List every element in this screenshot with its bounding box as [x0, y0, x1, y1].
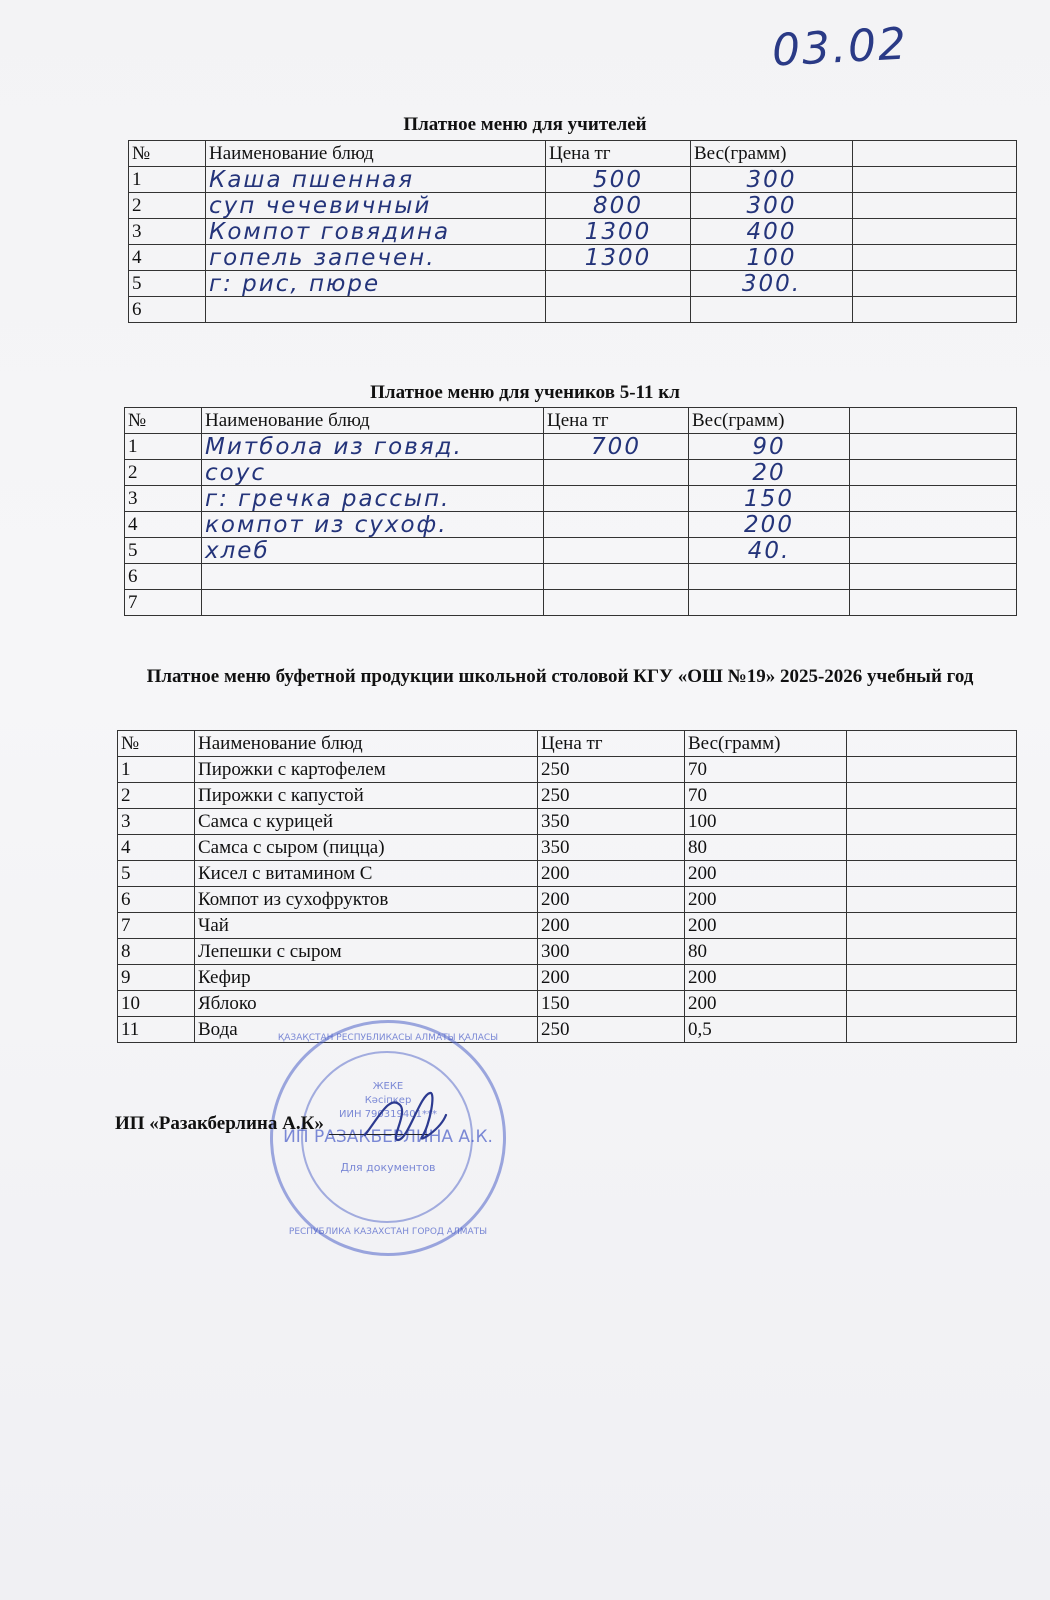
- table-cell: 200: [685, 887, 847, 913]
- table-cell: 10: [118, 991, 195, 1017]
- table-cell: 1300: [546, 245, 691, 271]
- column-header: Вес(грамм): [685, 731, 847, 757]
- column-header: №: [125, 408, 202, 434]
- stamp-name: ИП РАЗАКБЕРЛИНА А.К.: [283, 1127, 493, 1147]
- table-cell: 80: [685, 835, 847, 861]
- table-row: [129, 245, 1017, 271]
- handwritten-date: 03.02: [770, 18, 910, 77]
- table-cell: [847, 913, 1017, 939]
- table-row: [118, 1017, 1017, 1043]
- table-cell: [689, 590, 850, 616]
- table-cell: Вода: [195, 1017, 538, 1043]
- table-cell: Пирожки с капустой: [195, 783, 538, 809]
- table-cell: 3: [125, 486, 202, 512]
- table-cell: 200: [538, 861, 685, 887]
- teachers-menu-title: Платное меню для учителей: [403, 114, 647, 135]
- table-row: [129, 219, 1017, 245]
- table-cell: 250: [538, 757, 685, 783]
- column-header: [847, 731, 1017, 757]
- column-header: Цена тг: [546, 141, 691, 167]
- table-row: [129, 271, 1017, 297]
- table-cell: 350: [538, 835, 685, 861]
- table-row: [125, 538, 1017, 564]
- table-cell: 250: [538, 783, 685, 809]
- table-cell: 200: [685, 913, 847, 939]
- table-cell: 3: [118, 809, 195, 835]
- table-cell: 200: [689, 512, 850, 538]
- table-cell: 350: [538, 809, 685, 835]
- table-cell: Самса с курицей: [195, 809, 538, 835]
- table-cell: [850, 460, 1017, 486]
- teachers-menu-table: [128, 140, 1017, 323]
- table-row: [118, 809, 1017, 835]
- stamp-ring-top-text: ҚАЗАҚСТАН РЕСПУБЛИКАСЫ АЛМАТЫ ҚАЛАСЫ: [277, 1033, 499, 1043]
- table-row: [125, 590, 1017, 616]
- column-header: Наименование блюд: [195, 731, 538, 757]
- students-menu-title: Платное меню для учеников 5-11 кл: [370, 382, 680, 403]
- table-cell: 70: [685, 757, 847, 783]
- table-cell: [853, 219, 1017, 245]
- table-cell: 0,5: [685, 1017, 847, 1043]
- table-cell: [850, 590, 1017, 616]
- table-cell: 200: [538, 913, 685, 939]
- table-cell: 1: [118, 757, 195, 783]
- table-cell: [850, 564, 1017, 590]
- table-cell: суп чечевичный: [206, 193, 546, 219]
- table-cell: 400: [691, 219, 853, 245]
- table-cell: Кисел с витамином С: [195, 861, 538, 887]
- table-row: [118, 887, 1017, 913]
- table-row: [118, 965, 1017, 991]
- column-header: Цена тг: [544, 408, 689, 434]
- table-cell: [853, 245, 1017, 271]
- buffet-menu-table: [117, 730, 1017, 1043]
- table-cell: 200: [685, 965, 847, 991]
- table-cell: [847, 939, 1017, 965]
- table-cell: 8: [118, 939, 195, 965]
- table-cell: 300.: [691, 271, 853, 297]
- column-header: Наименование блюд: [202, 408, 544, 434]
- table-cell: 250: [538, 1017, 685, 1043]
- table-cell: 7: [118, 913, 195, 939]
- table-cell: 4: [118, 835, 195, 861]
- table-row: [125, 434, 1017, 460]
- table-cell: 200: [685, 861, 847, 887]
- column-header: Наименование блюд: [206, 141, 546, 167]
- table-cell: 90: [689, 434, 850, 460]
- table-row: [118, 835, 1017, 861]
- column-header: №: [129, 141, 206, 167]
- table-row: [118, 757, 1017, 783]
- table-cell: г: гречка рассып.: [202, 486, 544, 512]
- table-cell: Чай: [195, 913, 538, 939]
- table-cell: хлеб: [202, 538, 544, 564]
- table-cell: [544, 460, 689, 486]
- table-cell: Каша пшенная: [206, 167, 546, 193]
- stamp-ring-bottom-text: РЕСПУБЛИКА КАЗАХСТАН ГОРОД АЛМАТЫ: [288, 1227, 488, 1237]
- table-cell: [546, 297, 691, 323]
- table-cell: [544, 538, 689, 564]
- table-cell: [847, 835, 1017, 861]
- table-cell: [853, 167, 1017, 193]
- handwritten-signature: [360, 1085, 450, 1155]
- table-row: [125, 460, 1017, 486]
- table-cell: [847, 887, 1017, 913]
- table-cell: 2: [125, 460, 202, 486]
- column-header: Вес(грамм): [689, 408, 850, 434]
- table-cell: [691, 297, 853, 323]
- table-cell: 300: [691, 167, 853, 193]
- table-row: [118, 939, 1017, 965]
- table-cell: 100: [691, 245, 853, 271]
- table-cell: [847, 991, 1017, 1017]
- table-cell: [546, 271, 691, 297]
- table-cell: [847, 757, 1017, 783]
- table-cell: [202, 590, 544, 616]
- table-cell: соус: [202, 460, 544, 486]
- table-cell: 1: [129, 167, 206, 193]
- table-cell: 6: [118, 887, 195, 913]
- table-cell: 7: [125, 590, 202, 616]
- table-cell: [853, 297, 1017, 323]
- table-cell: [544, 486, 689, 512]
- column-header: Вес(грамм): [691, 141, 853, 167]
- table-cell: [853, 193, 1017, 219]
- table-cell: [850, 434, 1017, 460]
- table-cell: 6: [125, 564, 202, 590]
- table-row: [125, 564, 1017, 590]
- table-cell: 2: [129, 193, 206, 219]
- table-cell: 150: [689, 486, 850, 512]
- table-cell: 4: [125, 512, 202, 538]
- table-cell: Компот из сухофруктов: [195, 887, 538, 913]
- table-cell: Митбола из говяд.: [202, 434, 544, 460]
- column-header: Цена тг: [538, 731, 685, 757]
- students-menu-table: [124, 407, 1017, 616]
- table-cell: [850, 512, 1017, 538]
- table-cell: 500: [546, 167, 691, 193]
- table-cell: Пирожки с картофелем: [195, 757, 538, 783]
- table-cell: 200: [538, 887, 685, 913]
- table-cell: 20: [689, 460, 850, 486]
- table-cell: 800: [546, 193, 691, 219]
- table-cell: 6: [129, 297, 206, 323]
- table-row: [129, 167, 1017, 193]
- table-cell: 300: [691, 193, 853, 219]
- column-header: №: [118, 731, 195, 757]
- table-cell: г: рис, пюре: [206, 271, 546, 297]
- table-cell: 3: [129, 219, 206, 245]
- table-cell: 40.: [689, 538, 850, 564]
- table-header-row: [129, 141, 1017, 167]
- table-cell: 700: [544, 434, 689, 460]
- stamp-line-1: ЖЕКЕ: [372, 1081, 404, 1092]
- table-row: [129, 297, 1017, 323]
- table-header-row: [118, 731, 1017, 757]
- table-cell: 4: [129, 245, 206, 271]
- table-cell: [544, 512, 689, 538]
- stamp-purpose: Для документов: [340, 1161, 436, 1174]
- table-cell: [206, 297, 546, 323]
- column-header: [850, 408, 1017, 434]
- table-cell: [853, 271, 1017, 297]
- table-cell: 2: [118, 783, 195, 809]
- table-cell: [847, 1017, 1017, 1043]
- table-cell: 5: [129, 271, 206, 297]
- table-cell: 300: [538, 939, 685, 965]
- table-row: [129, 193, 1017, 219]
- table-row: [118, 991, 1017, 1017]
- table-cell: Яблоко: [195, 991, 538, 1017]
- table-row: [118, 913, 1017, 939]
- table-cell: 70: [685, 783, 847, 809]
- table-cell: 11: [118, 1017, 195, 1043]
- table-header-row: [125, 408, 1017, 434]
- table-cell: гопель запечен.: [206, 245, 546, 271]
- table-cell: [847, 783, 1017, 809]
- table-cell: [847, 861, 1017, 887]
- table-cell: [689, 564, 850, 590]
- signatory-name: ИП «Разакберлина А.К»: [115, 1113, 324, 1134]
- stamp-line-2: Кәсіпкер: [364, 1095, 412, 1106]
- table-cell: [847, 965, 1017, 991]
- table-cell: 200: [685, 991, 847, 1017]
- table-row: [118, 861, 1017, 887]
- table-cell: 1: [125, 434, 202, 460]
- table-cell: [850, 486, 1017, 512]
- table-cell: 9: [118, 965, 195, 991]
- table-cell: [847, 809, 1017, 835]
- table-cell: Компот говядина: [206, 219, 546, 245]
- table-cell: компот из сухоф.: [202, 512, 544, 538]
- table-cell: [544, 590, 689, 616]
- table-cell: 100: [685, 809, 847, 835]
- table-row: [125, 486, 1017, 512]
- stamp-iin: ИИН 790319401***: [339, 1109, 437, 1120]
- table-row: [125, 512, 1017, 538]
- table-cell: Кефир: [195, 965, 538, 991]
- table-cell: [850, 538, 1017, 564]
- table-cell: 200: [538, 965, 685, 991]
- table-cell: [202, 564, 544, 590]
- table-cell: Самса с сыром (пицца): [195, 835, 538, 861]
- table-cell: 150: [538, 991, 685, 1017]
- column-header: [853, 141, 1017, 167]
- table-cell: 5: [125, 538, 202, 564]
- table-cell: [544, 564, 689, 590]
- table-cell: 5: [118, 861, 195, 887]
- table-cell: 1300: [546, 219, 691, 245]
- table-cell: 80: [685, 939, 847, 965]
- table-row: [118, 783, 1017, 809]
- buffet-menu-title: Платное меню буфетной продукции школьной столовой КГУ «ОШ №19» 2025-2026 учебный год: [146, 666, 974, 687]
- table-cell: Лепешки с сыром: [195, 939, 538, 965]
